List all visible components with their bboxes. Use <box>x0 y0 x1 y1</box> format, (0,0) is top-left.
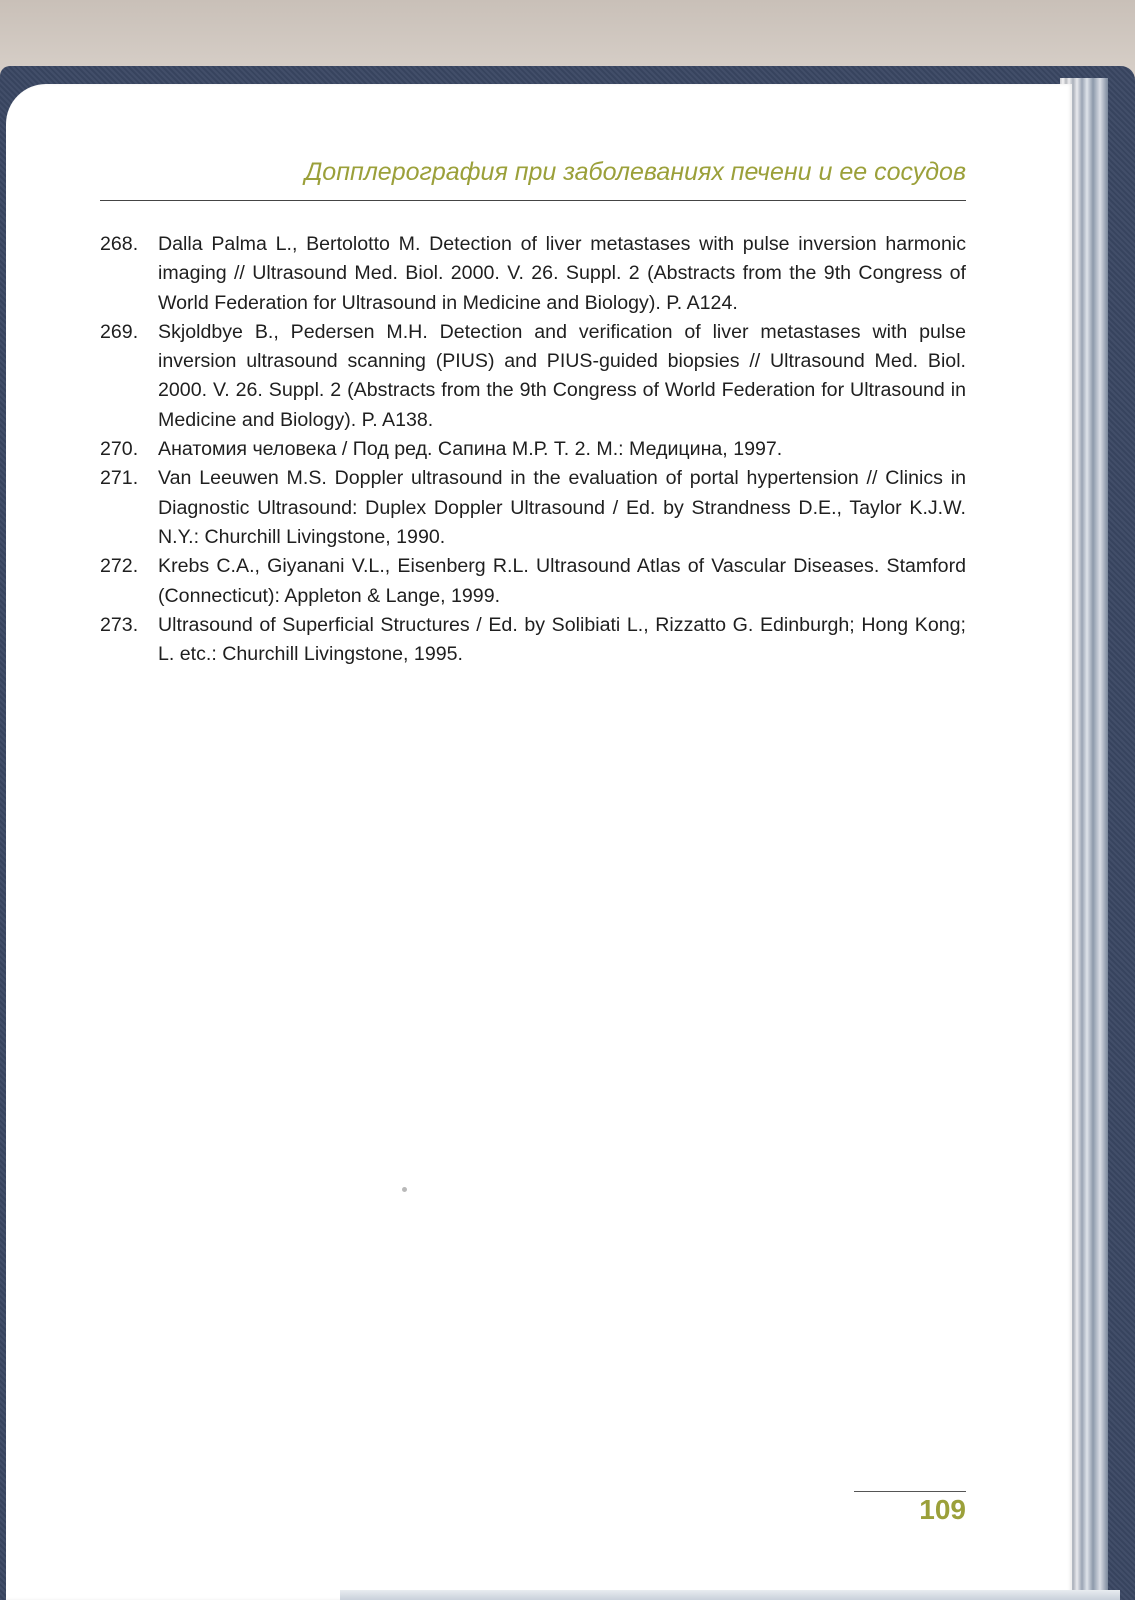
reference-text: Ultrasound of Superficial Structures / Ed. by Solibiati L., Rizzatto G. Edinburgh; Hong Kong; L. etc.: Churchill Livingstone, 1995. <box>158 613 966 666</box>
reference-text: Krebs C.A., Giyanani V.L., Eisenberg R.L. Ultrasound Atlas of Vascular Diseases. Stamford (Connecticut): Appleton & Lange, 1999. <box>158 555 966 607</box>
reference-number: 268. <box>100 233 139 255</box>
page-bottom-edge <box>340 1590 1120 1600</box>
reference-item <box>100 552 966 611</box>
reference-number: 273. <box>100 613 139 636</box>
reference-number: 270. <box>100 438 139 461</box>
reference-number: 271. <box>100 467 139 490</box>
reference-number: 272. <box>100 555 139 578</box>
reference-number: 269. <box>100 320 139 343</box>
reference-text: Van Leeuwen M.S. Doppler ultrasound in the evaluation of portal hypertension // Clinics in Diagnostic Ultrasound: Duplex Doppler Ultrasound / Ed. by Strandness D.E., Taylor K.J.W. N.Y.: Churchill Livingstone, 1990. <box>158 467 966 548</box>
reference-item <box>100 464 966 552</box>
reference-item <box>100 435 966 464</box>
reference-text: Анатомия человека / Под ред. Сапина М.Р. Т. 2. М.: Медицина, 1997. <box>158 438 783 461</box>
footer-divider <box>854 1491 966 1492</box>
header-divider <box>100 200 966 201</box>
reference-list <box>100 230 966 669</box>
scan-speck <box>402 1187 407 1192</box>
reference-text: Skjoldbye B., Pedersen M.H. Detection and verification of liver metastases with pulse inversion ultrasound scanning (PIUS) and PIUS-guided biopsies // Ultrasound Med. Biol. 2000. V. 26. Suppl. 2 (Abstracts from the 9th Congress of World Federation for Ultrasound in Medicine and Biology). P. A138. <box>158 320 966 431</box>
reference-item <box>100 611 966 670</box>
reference-text: Dalla Palma L., Bertolotto M. Detection of liver metastases with pulse inversion harmonic imaging // Ultrasound Med. Biol. 2000. V. 26. Suppl. 2 (Abstracts from the 9th Congress of World Federation for Ultrasound in Medicine and Biology). P. A124. <box>158 233 966 314</box>
reference-item <box>100 230 966 318</box>
page-number: 109 <box>919 1494 966 1525</box>
running-head: Допплерография при заболеваниях печени и ее сосудов <box>304 158 966 186</box>
reference-item <box>100 318 966 435</box>
